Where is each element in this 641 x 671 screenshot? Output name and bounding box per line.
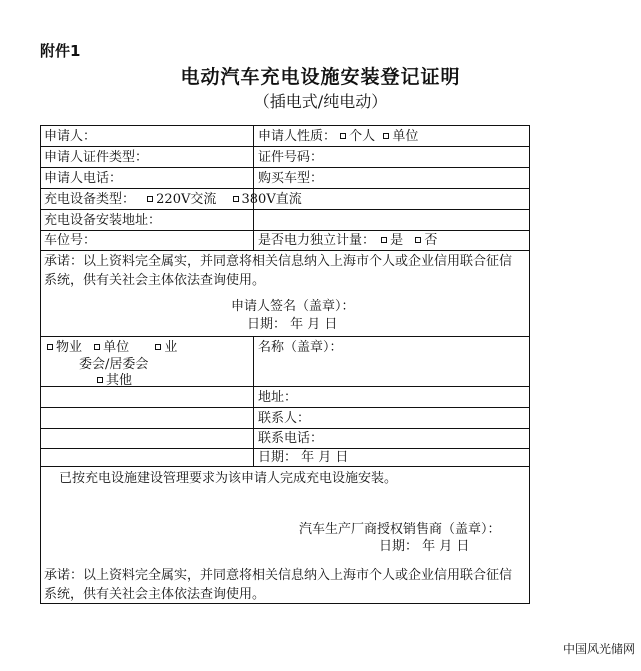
dealer-pledge: 承诺：以上资料完全属实，并同意将相关信息纳入上海市个人或企业信用联合征信系统，供有关社会主体依法查询使用。 <box>44 568 513 602</box>
checkbox-380v-dc[interactable] <box>233 196 239 202</box>
option-organization: 单位 <box>392 129 419 144</box>
option-committee-cont: 委会/居委会 <box>79 357 149 372</box>
property-date-label: 日期： 年 月 日 <box>258 450 349 465</box>
option-personal: 个人 <box>349 129 376 144</box>
metering-field <box>258 232 437 249</box>
property-name-label: 名称（盖章）： <box>258 340 343 355</box>
checkbox-220v-ac[interactable] <box>147 196 153 202</box>
dealer-date-label: 日期： 年 月 日 <box>379 539 470 554</box>
parking-label: 车位号： <box>44 233 97 248</box>
row-divider <box>41 146 529 147</box>
row-divider <box>41 188 529 189</box>
install-address-label: 充电设备安装地址： <box>44 213 162 228</box>
option-380v-dc: 380V直流 <box>241 192 302 207</box>
checkbox-other[interactable] <box>97 377 103 383</box>
option-220v-ac: 220V交流 <box>156 192 217 207</box>
id-number-label: 证件号码： <box>258 150 324 165</box>
dealer-signature-label: 汽车生产厂商授权销售商（盖章）： <box>299 522 501 537</box>
document-subtitle: （插电式/纯电动） <box>253 92 388 111</box>
attachment-label: 附件1 <box>40 42 81 60</box>
option-property: 物业 <box>56 340 83 355</box>
row-divider <box>41 466 529 467</box>
applicant-pledge: 承诺：以上资料完全属实，并同意将相关信息纳入上海市个人或企业信用联合征信系统，供有关社会主体依法查询使用。 <box>44 254 513 288</box>
row-divider <box>41 250 529 251</box>
id-type-label: 申请人证件类型： <box>44 150 149 165</box>
option-other: 其他 <box>106 373 133 388</box>
row-divider <box>41 407 529 408</box>
applicant-nature-label: 申请人性质： <box>258 129 337 144</box>
option-metering-yes: 是 <box>390 233 404 248</box>
column-divider <box>253 336 254 466</box>
option-metering-no: 否 <box>424 233 438 248</box>
registration-form <box>40 125 530 604</box>
metering-label: 是否电力独立计量： <box>258 233 376 248</box>
dealer-statement: 已按充电设施建设管理要求为该申请人完成充电设施安装。 <box>59 471 398 486</box>
property-contact-label: 联系人： <box>258 411 311 426</box>
checkbox-metering-no[interactable] <box>415 237 421 243</box>
checkbox-organization[interactable] <box>383 133 389 139</box>
document-title: 电动汽车充电设施安装登记证明 <box>180 66 461 88</box>
row-divider <box>41 336 529 337</box>
phone-label: 申请人电话： <box>44 171 123 186</box>
row-divider <box>41 230 529 231</box>
property-contact-phone-label: 联系电话： <box>258 431 324 446</box>
other-option <box>97 372 132 389</box>
applicant-nature-field <box>258 128 418 145</box>
row-divider <box>41 209 529 210</box>
applicant-label: 申请人： <box>44 129 97 144</box>
option-committee: 业 <box>164 340 178 355</box>
equipment-type-field <box>44 191 302 208</box>
row-divider <box>41 428 529 429</box>
checkbox-metering-yes[interactable] <box>381 237 387 243</box>
property-address-label: 地址： <box>258 390 298 405</box>
applicant-signature-label: 申请人签名（盖章）： <box>231 299 355 314</box>
applicant-date-label: 日期： 年 月 日 <box>247 317 338 332</box>
site-watermark: 中国风光储网 <box>562 642 635 656</box>
column-divider <box>253 126 254 250</box>
property-type-options <box>47 339 177 356</box>
checkbox-property[interactable] <box>47 344 53 350</box>
checkbox-committee[interactable] <box>155 344 161 350</box>
row-divider <box>41 167 529 168</box>
checkbox-unit[interactable] <box>94 344 100 350</box>
checkbox-personal[interactable] <box>340 133 346 139</box>
car-model-label: 购买车型： <box>258 171 324 186</box>
option-unit: 单位 <box>103 340 130 355</box>
equipment-type-label: 充电设备类型： <box>44 192 136 207</box>
